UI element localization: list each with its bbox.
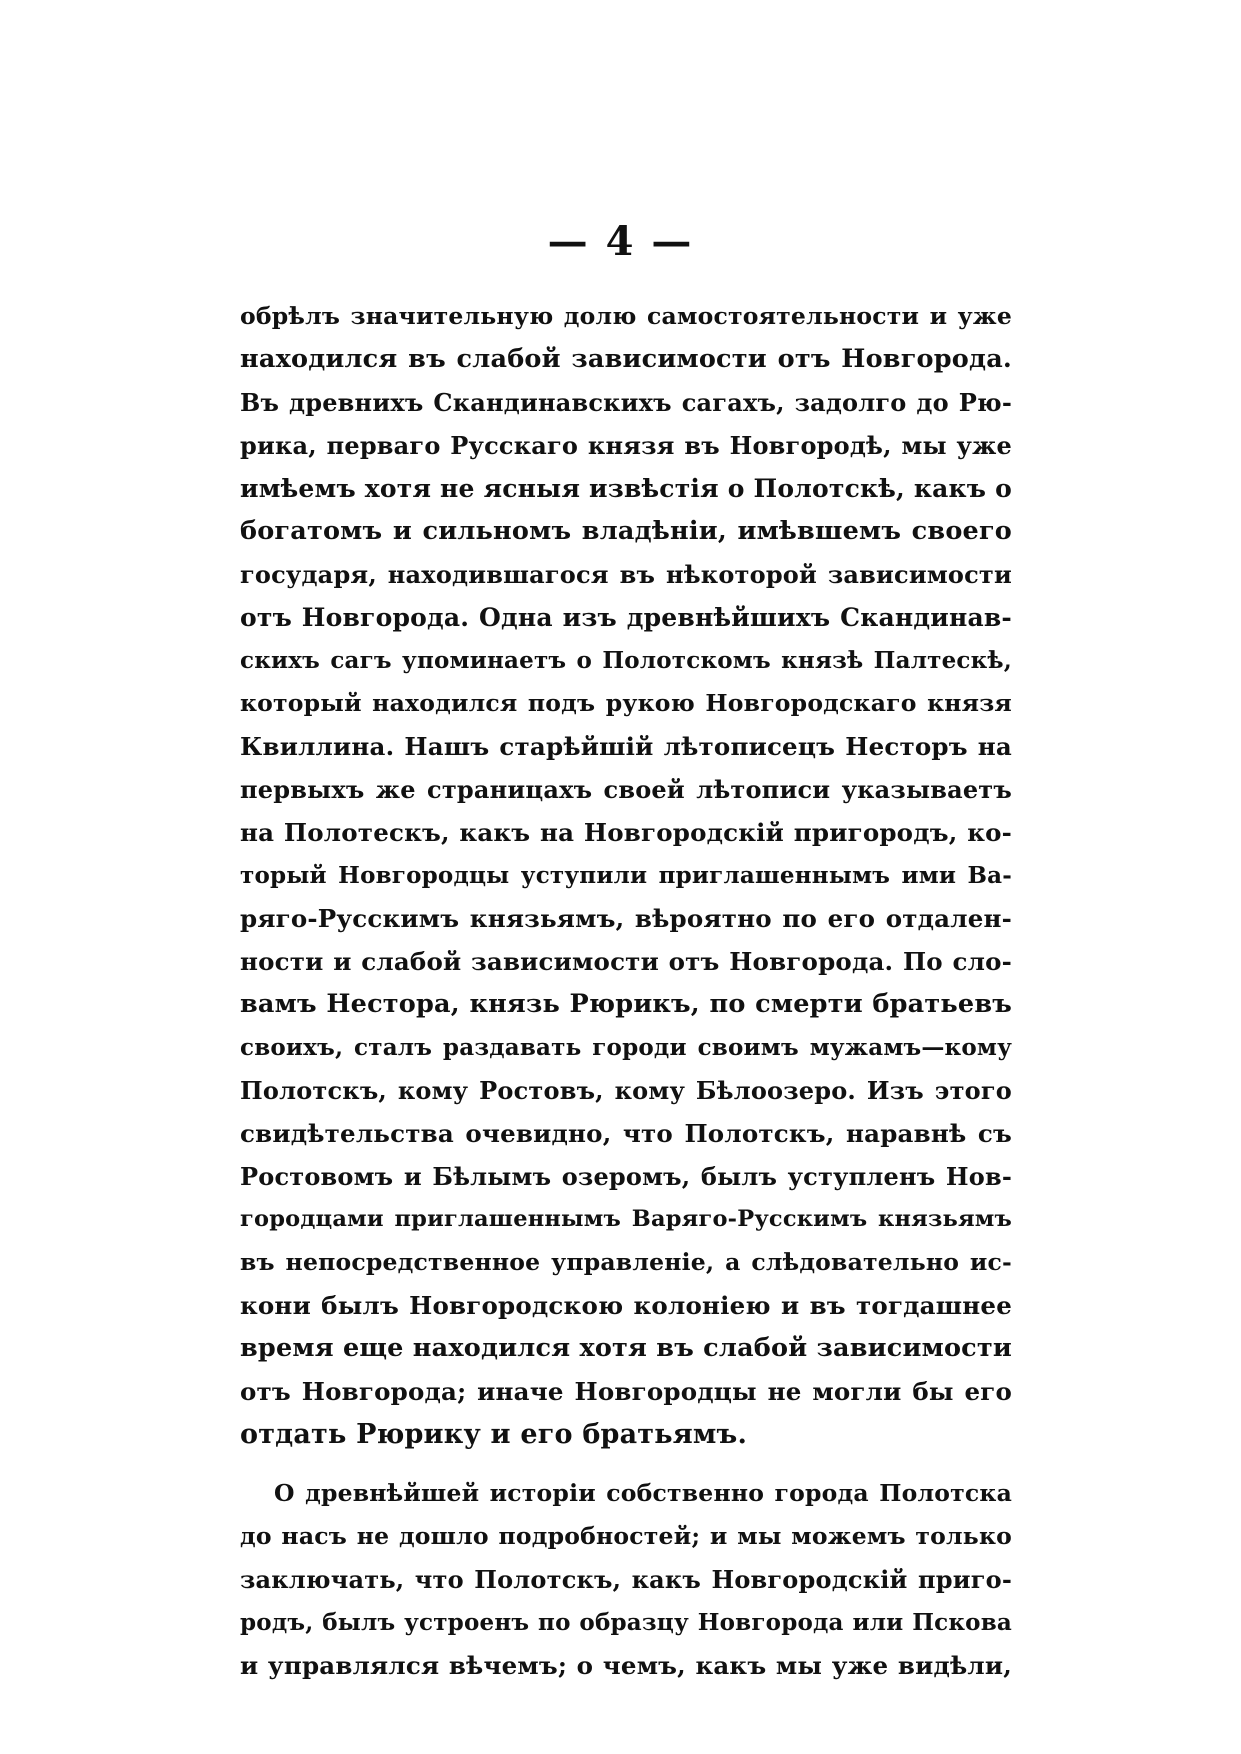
paragraph-1 [240,295,1012,1456]
text-line: О древнѣйшей исторіи собственно города Полотска [274,1479,1012,1507]
text-line: ряго-Русскимъ князьямъ, вѣроятно по его отдален- [240,904,1012,933]
text-line: заключать, что Полотскъ, какъ Новгородскій приго- [240,1565,1012,1594]
text-line: скихъ сагъ упоминаетъ о Полотскомъ князѣ Палтескѣ, [240,647,1012,674]
text-line: и управлялся вѣчемъ; о чемъ, какъ мы уже видѣли, [240,1651,1012,1680]
text-line: до насъ не дошло подробностей; и мы можемъ только [240,1522,1012,1550]
text-line: который находился подъ рукою Новгородскаго князя [240,689,1012,717]
text-line: вамъ Нестора, князь Рюрикъ, по смерти братьевъ [240,989,1012,1019]
text-line: первыхъ же страницахъ своей лѣтописи указываетъ [240,775,1012,804]
text-line: отдать Рюрику и его братьямъ. [240,1419,748,1450]
body-text [240,295,1012,1687]
text-line: богатомъ и сильномъ владѣніи, имѣвшемъ своего [240,516,1012,546]
text-line: время еще находился хотя въ слабой зависимости [240,1333,1012,1363]
text-line: Ростовомъ и Бѣлымъ озеромъ, былъ уступленъ Нов- [240,1162,1012,1191]
text-line: кони былъ Новгородскою колоніею и въ тогдашнее [240,1291,1012,1320]
text-line: на Полотескъ, какъ на Новгородскій пригородъ, ко- [240,818,1012,847]
text-line: отъ Новгорода. Одна изъ древнѣйшихъ Скандинав- [240,603,1012,632]
text-line: государя, находившагося въ нѣкоторой зависимости [240,560,1012,589]
text-line: находился въ слабой зависимости отъ Новгорода. [240,344,1012,374]
text-line: городцами приглашеннымъ Варяго-Русскимъ князьямъ [240,1206,1012,1232]
text-line: имѣемъ хотя не ясныя извѣстія о Полотскѣ, какъ о [240,474,1012,503]
text-line: въ непосредственное управленіе, а слѣдовательно ис- [240,1248,1012,1276]
text-line: ности и слабой зависимости отъ Новгорода. По сло- [240,947,1012,976]
text-line: Полотскъ, кому Ростовъ, кому Бѣлоозеро. Изъ этого [240,1076,1012,1105]
text-line: обрѣлъ значительную долю самостоятельности и уже [240,302,1012,330]
paragraph-gap [240,1456,1012,1472]
text-line: Квиллина. Нашъ старѣйшій лѣтописецъ Несторъ на [240,732,1012,761]
text-line: Въ древнихъ Скандинавскихъ сагахъ, задолго до Рю- [240,388,1012,417]
text-line: родъ, былъ устроенъ по образцу Новгорода или Пскова [240,1609,1012,1636]
text-line: свидѣтельства очевидно, что Полотскъ, наравнѣ съ [240,1119,1012,1148]
text-line: рика, перваго Русскаго князя въ Новгородѣ, мы уже [240,431,1012,460]
text-line: торый Новгородцы уступили приглашеннымъ ими Ва- [240,862,1012,889]
text-line: отъ Новгорода; иначе Новгородцы не могли бы его [240,1377,1012,1406]
text-line: своихъ, сталъ раздавать городи своимъ мужамъ—кому [240,1034,1012,1061]
paragraph-2 [240,1472,1012,1687]
page-number: — 4 — [547,218,694,265]
